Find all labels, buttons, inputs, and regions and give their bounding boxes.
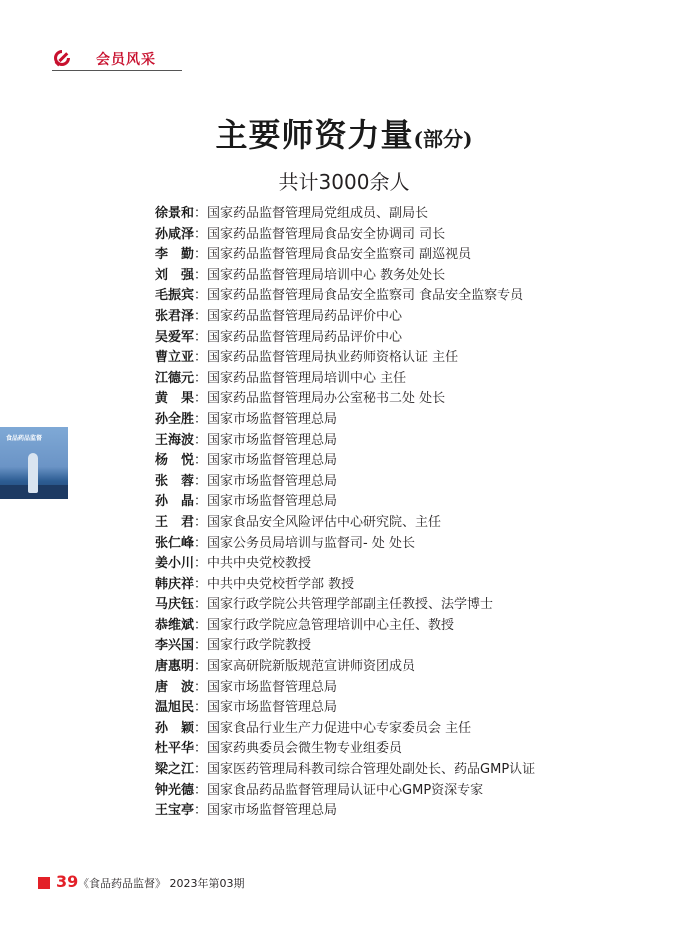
list-item: [155, 348, 675, 369]
member-name: 徐景和: [155, 206, 195, 221]
member-name: 毛振宾: [155, 288, 195, 304]
journal-issue: 《食品药品监督》 2023年第03期: [78, 877, 245, 890]
member-name: 唐 波: [155, 679, 195, 695]
cover-person-shape: [28, 453, 38, 493]
member-separator: ：: [194, 206, 208, 221]
list-item: [155, 554, 675, 575]
footer-square-icon: [38, 877, 50, 889]
member-title: 国家药典委员会微生物专业组委员: [207, 741, 403, 757]
list-item: [155, 328, 675, 349]
magazine-cover-thumbnail: [0, 427, 68, 499]
member-name: 江德元: [155, 370, 195, 386]
member-name: 李 勤: [155, 247, 195, 263]
member-name: 张仁峰: [155, 535, 195, 551]
member-separator: ：: [194, 617, 208, 633]
member-title: 国家行政学院应急管理培训中心主任、教授: [207, 617, 455, 633]
list-item: [155, 266, 675, 287]
member-name: 王 君: [155, 514, 195, 530]
member-separator: ：: [194, 514, 208, 530]
member-name: 马庆钰: [155, 597, 195, 613]
member-title: 国家市场监督管理总局: [207, 473, 338, 489]
list-item: [155, 781, 675, 802]
member-name: 刘 强: [155, 267, 195, 283]
member-title: 国家高研院新版规范宣讲师资团成员: [207, 659, 416, 675]
member-title: 国家药品监督管理局食品安全协调司 司长: [207, 226, 446, 242]
list-item: [155, 451, 675, 472]
member-separator: ：: [194, 700, 208, 716]
member-title: 中共中央党校哲学部 教授: [207, 576, 355, 592]
member-separator: ：: [194, 226, 208, 242]
list-item: [155, 204, 675, 225]
faculty-list: [155, 204, 675, 822]
member-separator: ：: [194, 391, 208, 407]
section-divider: [52, 70, 182, 71]
hammer-sickle-icon: [52, 48, 72, 68]
member-separator: ：: [194, 453, 208, 469]
list-item: [155, 492, 675, 513]
member-separator: ：: [194, 432, 208, 448]
list-item: [155, 534, 675, 555]
member-title: 国家药品监督管理局培训中心 教务处处长: [207, 267, 446, 283]
member-separator: ：: [194, 350, 208, 366]
member-title: 国家药品监督管理局办公室秘书二处 处长: [207, 391, 446, 407]
member-name: 李兴国: [155, 638, 195, 654]
member-title: 国家行政学院公共管理学部副主任教授、法学博士: [207, 597, 494, 613]
member-name: 孙 晶: [155, 494, 195, 510]
list-item: [155, 245, 675, 266]
member-separator: ：: [194, 803, 208, 819]
member-separator: ：: [194, 597, 208, 613]
member-name: 黄 果: [155, 391, 195, 407]
member-separator: ：: [194, 556, 208, 572]
member-name: 孙全胜: [155, 411, 195, 427]
page-title: [0, 110, 688, 156]
title-main: 主要师资力量: [215, 116, 414, 154]
list-item: [155, 225, 675, 246]
list-item: [155, 472, 675, 493]
list-item: [155, 616, 675, 637]
list-item: [155, 760, 675, 781]
member-separator: ：: [194, 638, 208, 654]
member-name: 孙 颖: [155, 720, 195, 736]
section-header: [52, 48, 182, 72]
member-separator: ：: [194, 494, 208, 510]
list-item: [155, 719, 675, 740]
member-separator: ：: [194, 782, 208, 798]
member-name: 杜平华: [155, 741, 195, 757]
member-title: 国家医药管理局科教司综合管理处副处长、药品GMP认证: [207, 762, 536, 778]
member-title: 国家公务员局培训与监督司- 处 处长: [207, 535, 415, 551]
member-separator: ：: [194, 370, 208, 386]
member-title: 国家药品监督管理局党组成员、副局长: [207, 206, 429, 221]
member-name: 王宝亭: [155, 803, 195, 819]
member-title: 国家药品监督管理局药品评价中心: [207, 329, 403, 345]
member-name: 孙咸泽: [155, 226, 195, 242]
member-title: 国家市场监督管理总局: [207, 700, 338, 716]
list-item: [155, 307, 675, 328]
member-title: 国家市场监督管理总局: [207, 411, 338, 427]
member-name: 张君泽: [155, 308, 195, 324]
member-separator: ：: [194, 535, 208, 551]
member-separator: ：: [194, 329, 208, 345]
list-item: [155, 410, 675, 431]
member-title: 国家食品药品监督管理局认证中心GMP资深专家: [207, 782, 484, 798]
member-title: 国家食品安全风险评估中心研究院、主任: [207, 514, 442, 530]
member-title: 国家市场监督管理总局: [207, 432, 338, 448]
list-item: [155, 595, 675, 616]
member-title: 中共中央党校教授: [207, 556, 312, 572]
member-name: 曹立亚: [155, 350, 195, 366]
member-name: 杨 悦: [155, 453, 195, 469]
member-name: 姜小川: [155, 556, 195, 572]
member-title: 国家市场监督管理总局: [207, 679, 338, 695]
member-separator: ：: [194, 679, 208, 695]
member-separator: ：: [194, 411, 208, 427]
member-separator: ：: [194, 288, 208, 304]
member-separator: ：: [194, 720, 208, 736]
list-item: [155, 575, 675, 596]
member-separator: ：: [194, 741, 208, 757]
member-title: 国家市场监督管理总局: [207, 803, 338, 819]
member-name: 钟光德: [155, 782, 195, 798]
list-item: [155, 369, 675, 390]
member-name: 恭维斌: [155, 617, 195, 633]
member-name: 张 蓉: [155, 473, 195, 489]
page-number: 39: [56, 872, 79, 891]
member-separator: ：: [194, 659, 208, 675]
list-item: [155, 739, 675, 760]
list-item: [155, 513, 675, 534]
member-separator: ：: [194, 308, 208, 324]
list-item: [155, 678, 675, 699]
member-name: 王海波: [155, 432, 195, 448]
member-separator: ：: [194, 576, 208, 592]
list-item: [155, 286, 675, 307]
page-subtitle: 共计3000余人: [278, 170, 410, 194]
list-item: [155, 431, 675, 452]
member-title: 国家药品监督管理局执业药师资格认证 主任: [207, 350, 459, 366]
member-name: 唐惠明: [155, 659, 195, 675]
list-item: [155, 801, 675, 822]
list-item: [155, 636, 675, 657]
member-title: 国家药品监督管理局药品评价中心: [207, 308, 403, 324]
section-label: 会员风采: [96, 52, 156, 68]
member-title: 国家药品监督管理局食品安全监察司 食品安全监察专员: [207, 288, 524, 304]
member-title: 国家市场监督管理总局: [207, 453, 338, 469]
title-suffix: (部分): [413, 127, 473, 151]
member-name: 吴爱军: [155, 329, 195, 345]
list-item: [155, 657, 675, 678]
member-separator: ：: [194, 267, 208, 283]
member-separator: ：: [194, 247, 208, 263]
member-name: 梁之江: [155, 762, 195, 778]
cover-caption: 食品药品监督: [6, 435, 43, 442]
member-separator: ：: [194, 473, 208, 489]
member-title: 国家食品行业生产力促进中心专家委员会 主任: [207, 720, 472, 736]
member-name: 温旭民: [155, 700, 195, 716]
member-title: 国家药品监督管理局食品安全监察司 副巡视员: [207, 247, 472, 263]
list-item: [155, 698, 675, 719]
list-item: [155, 389, 675, 410]
member-separator: ：: [194, 762, 208, 778]
member-title: 国家行政学院教授: [207, 638, 312, 654]
member-name: 韩庆祥: [155, 576, 195, 592]
member-title: 国家药品监督管理局培训中心 主任: [207, 370, 407, 386]
member-title: 国家市场监督管理总局: [207, 494, 338, 510]
